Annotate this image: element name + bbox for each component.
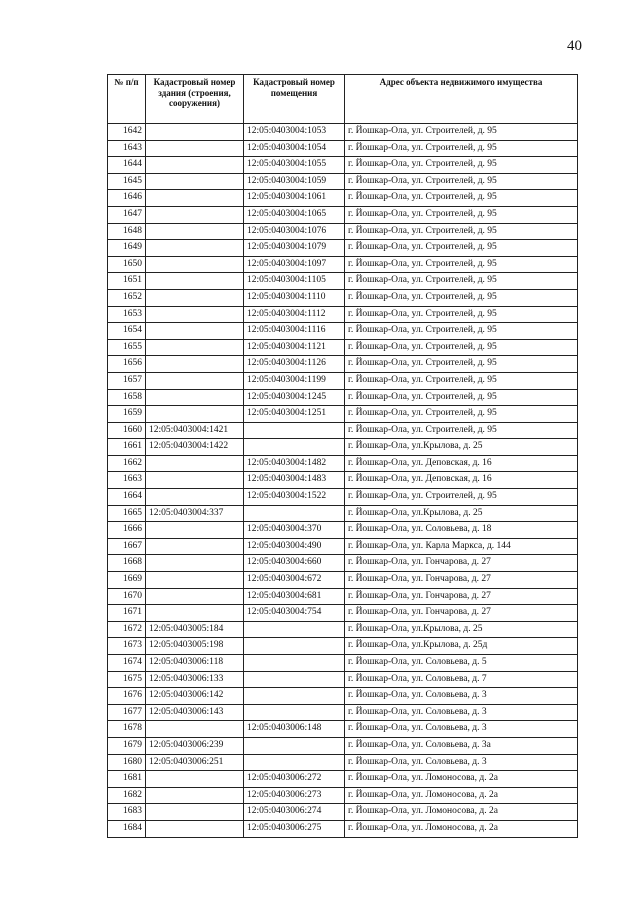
row-number-cell: 1643 [108, 140, 146, 157]
building-cadastral-cell [146, 256, 244, 273]
room-cadastral-cell [244, 688, 345, 705]
address-cell: г. Йошкар-Ола, ул. Соловьева, д. 7 [345, 671, 578, 688]
building-cadastral-cell [146, 173, 244, 190]
room-cadastral-cell: 12:05:0403004:1053 [244, 124, 345, 141]
row-number-cell: 1651 [108, 273, 146, 290]
address-cell: г. Йошкар-Ола, ул. Строителей, д. 95 [345, 157, 578, 174]
room-cadastral-cell: 12:05:0403004:1126 [244, 356, 345, 373]
row-number-cell: 1646 [108, 190, 146, 207]
table-row [108, 356, 578, 373]
row-number-cell: 1657 [108, 372, 146, 389]
room-cadastral-cell [244, 439, 345, 456]
table-row [108, 555, 578, 572]
table-row [108, 339, 578, 356]
address-cell: г. Йошкар-Ола, ул. Строителей, д. 95 [345, 124, 578, 141]
row-number-cell: 1644 [108, 157, 146, 174]
building-cadastral-cell [146, 206, 244, 223]
table-row [108, 124, 578, 141]
building-cadastral-cell [146, 323, 244, 340]
address-cell: г. Йошкар-Ола, ул. Гончарова, д. 27 [345, 588, 578, 605]
table-row [108, 157, 578, 174]
row-number-cell: 1678 [108, 721, 146, 738]
building-cadastral-cell [146, 124, 244, 141]
row-number-cell: 1676 [108, 688, 146, 705]
table-row [108, 489, 578, 506]
header-row [108, 75, 578, 124]
building-cadastral-cell: 12:05:0403006:251 [146, 754, 244, 771]
building-cadastral-cell [146, 240, 244, 257]
room-cadastral-cell [244, 638, 345, 655]
address-cell: г. Йошкар-Ола, ул. Строителей, д. 95 [345, 206, 578, 223]
table-row [108, 140, 578, 157]
building-cadastral-cell [146, 555, 244, 572]
room-cadastral-cell: 12:05:0403006:148 [244, 721, 345, 738]
row-number-cell: 1666 [108, 522, 146, 539]
row-number-cell: 1656 [108, 356, 146, 373]
room-cadastral-cell: 12:05:0403004:1079 [244, 240, 345, 257]
table-row [108, 704, 578, 721]
address-cell: г. Йошкар-Ола, ул. Строителей, д. 95 [345, 173, 578, 190]
row-number-cell: 1652 [108, 289, 146, 306]
room-cadastral-cell: 12:05:0403004:1251 [244, 406, 345, 423]
building-cadastral-cell: 12:05:0403006:143 [146, 704, 244, 721]
building-cadastral-cell [146, 140, 244, 157]
address-cell: г. Йошкар-Ола, ул. Соловьева, д. 5 [345, 655, 578, 672]
row-number-cell: 1673 [108, 638, 146, 655]
table-row [108, 206, 578, 223]
address-cell: г. Йошкар-Ола, ул. Строителей, д. 95 [345, 339, 578, 356]
address-cell: г. Йошкар-Ола, ул. Гончарова, д. 27 [345, 605, 578, 622]
building-cadastral-cell [146, 339, 244, 356]
row-number-cell: 1681 [108, 771, 146, 788]
table-row [108, 787, 578, 804]
room-cadastral-cell [244, 737, 345, 754]
row-number-cell: 1654 [108, 323, 146, 340]
room-cadastral-cell: 12:05:0403004:1522 [244, 489, 345, 506]
room-cadastral-cell: 12:05:0403004:1105 [244, 273, 345, 290]
header-row-number: № п/п [108, 75, 146, 124]
row-number-cell: 1683 [108, 804, 146, 821]
address-cell: г. Йошкар-Ола, ул. Деповская, д. 16 [345, 455, 578, 472]
building-cadastral-cell [146, 455, 244, 472]
room-cadastral-cell: 12:05:0403004:1076 [244, 223, 345, 240]
building-cadastral-cell [146, 190, 244, 207]
building-cadastral-cell [146, 356, 244, 373]
row-number-cell: 1660 [108, 422, 146, 439]
address-cell: г. Йошкар-Ола, ул.Крылова, д. 25 [345, 439, 578, 456]
room-cadastral-cell [244, 704, 345, 721]
building-cadastral-cell [146, 820, 244, 837]
row-number-cell: 1670 [108, 588, 146, 605]
room-cadastral-cell: 12:05:0403004:660 [244, 555, 345, 572]
address-cell: г. Йошкар-Ола, ул. Строителей, д. 95 [345, 306, 578, 323]
room-cadastral-cell: 12:05:0403004:681 [244, 588, 345, 605]
room-cadastral-cell: 12:05:0403006:273 [244, 787, 345, 804]
building-cadastral-cell [146, 787, 244, 804]
row-number-cell: 1663 [108, 472, 146, 489]
room-cadastral-cell: 12:05:0403004:1199 [244, 372, 345, 389]
row-number-cell: 1682 [108, 787, 146, 804]
row-number-cell: 1647 [108, 206, 146, 223]
table-row [108, 372, 578, 389]
header-building-cadastral: Кадастровый номер здания (строения, сооружения) [146, 75, 244, 124]
table-row [108, 389, 578, 406]
table-row [108, 538, 578, 555]
table-row [108, 190, 578, 207]
address-cell: г. Йошкар-Ола, ул. Строителей, д. 95 [345, 256, 578, 273]
address-cell: г. Йошкар-Ола, ул. Карла Маркса, д. 144 [345, 538, 578, 555]
row-number-cell: 1675 [108, 671, 146, 688]
table-row [108, 820, 578, 837]
address-cell: г. Йошкар-Ола, ул.Крылова, д. 25 [345, 505, 578, 522]
building-cadastral-cell: 12:05:0403006:239 [146, 737, 244, 754]
table-row [108, 605, 578, 622]
room-cadastral-cell: 12:05:0403004:1055 [244, 157, 345, 174]
building-cadastral-cell [146, 472, 244, 489]
building-cadastral-cell [146, 289, 244, 306]
address-cell: г. Йошкар-Ола, ул. Соловьева, д. 3 [345, 688, 578, 705]
row-number-cell: 1671 [108, 605, 146, 622]
room-cadastral-cell: 12:05:0403004:1097 [244, 256, 345, 273]
table-row [108, 289, 578, 306]
address-cell: г. Йошкар-Ола, ул. Строителей, д. 95 [345, 240, 578, 257]
row-number-cell: 1684 [108, 820, 146, 837]
room-cadastral-cell [244, 655, 345, 672]
room-cadastral-cell: 12:05:0403004:1112 [244, 306, 345, 323]
address-cell: г. Йошкар-Ола, ул. Строителей, д. 95 [345, 289, 578, 306]
table-row [108, 406, 578, 423]
room-cadastral-cell: 12:05:0403004:1483 [244, 472, 345, 489]
building-cadastral-cell: 12:05:0403006:133 [146, 671, 244, 688]
address-cell: г. Йошкар-Ола, ул. Ломоносова, д. 2а [345, 771, 578, 788]
address-cell: г. Йошкар-Ола, ул. Гончарова, д. 27 [345, 572, 578, 589]
table-row [108, 737, 578, 754]
property-register-table [107, 74, 578, 838]
room-cadastral-cell: 12:05:0403006:272 [244, 771, 345, 788]
building-cadastral-cell [146, 223, 244, 240]
building-cadastral-cell: 12:05:0403006:118 [146, 655, 244, 672]
table-row [108, 472, 578, 489]
table-row [108, 572, 578, 589]
row-number-cell: 1661 [108, 439, 146, 456]
table-row [108, 455, 578, 472]
table-row [108, 721, 578, 738]
row-number-cell: 1649 [108, 240, 146, 257]
room-cadastral-cell [244, 422, 345, 439]
row-number-cell: 1665 [108, 505, 146, 522]
room-cadastral-cell [244, 505, 345, 522]
row-number-cell: 1672 [108, 621, 146, 638]
address-cell: г. Йошкар-Ола, ул. Строителей, д. 95 [345, 140, 578, 157]
room-cadastral-cell: 12:05:0403006:275 [244, 820, 345, 837]
room-cadastral-cell: 12:05:0403004:754 [244, 605, 345, 622]
address-cell: г. Йошкар-Ола, ул.Крылова, д. 25д [345, 638, 578, 655]
address-cell: г. Йошкар-Ола, ул. Строителей, д. 95 [345, 273, 578, 290]
building-cadastral-cell: 12:05:0403005:184 [146, 621, 244, 638]
building-cadastral-cell [146, 306, 244, 323]
building-cadastral-cell [146, 406, 244, 423]
row-number-cell: 1659 [108, 406, 146, 423]
row-number-cell: 1669 [108, 572, 146, 589]
building-cadastral-cell [146, 572, 244, 589]
building-cadastral-cell: 12:05:0403005:198 [146, 638, 244, 655]
header-room-cadastral: Кадастровый номер помещения [244, 75, 345, 124]
table-row [108, 306, 578, 323]
table-row [108, 621, 578, 638]
table-row [108, 240, 578, 257]
row-number-cell: 1658 [108, 389, 146, 406]
address-cell: г. Йошкар-Ола, ул. Строителей, д. 95 [345, 323, 578, 340]
address-cell: г. Йошкар-Ола, ул. Гончарова, д. 27 [345, 555, 578, 572]
table-row [108, 522, 578, 539]
building-cadastral-cell [146, 721, 244, 738]
table-row [108, 323, 578, 340]
table-row [108, 256, 578, 273]
table-body [108, 124, 578, 838]
address-cell: г. Йошкар-Ола, ул.Крылова, д. 25 [345, 621, 578, 638]
room-cadastral-cell: 12:05:0403004:1054 [244, 140, 345, 157]
table-row [108, 688, 578, 705]
room-cadastral-cell [244, 754, 345, 771]
table-row [108, 588, 578, 605]
room-cadastral-cell: 12:05:0403004:1116 [244, 323, 345, 340]
room-cadastral-cell: 12:05:0403006:274 [244, 804, 345, 821]
header-address: Адрес объекта недвижимого имущества [345, 75, 578, 124]
building-cadastral-cell [146, 588, 244, 605]
table-row [108, 754, 578, 771]
table-row [108, 422, 578, 439]
address-cell: г. Йошкар-Ола, ул. Соловьева, д. 3 [345, 754, 578, 771]
room-cadastral-cell: 12:05:0403004:1121 [244, 339, 345, 356]
table-row [108, 439, 578, 456]
building-cadastral-cell [146, 804, 244, 821]
row-number-cell: 1677 [108, 704, 146, 721]
row-number-cell: 1667 [108, 538, 146, 555]
building-cadastral-cell: 12:05:0403004:1422 [146, 439, 244, 456]
building-cadastral-cell: 12:05:0403006:142 [146, 688, 244, 705]
address-cell: г. Йошкар-Ола, ул. Ломоносова, д. 2а [345, 820, 578, 837]
row-number-cell: 1655 [108, 339, 146, 356]
address-cell: г. Йошкар-Ола, ул. Ломоносова, д. 2а [345, 787, 578, 804]
building-cadastral-cell [146, 273, 244, 290]
table-row [108, 638, 578, 655]
room-cadastral-cell: 12:05:0403004:1245 [244, 389, 345, 406]
room-cadastral-cell: 12:05:0403004:672 [244, 572, 345, 589]
row-number-cell: 1650 [108, 256, 146, 273]
row-number-cell: 1668 [108, 555, 146, 572]
room-cadastral-cell [244, 621, 345, 638]
table-row [108, 505, 578, 522]
address-cell: г. Йошкар-Ола, ул. Строителей, д. 95 [345, 356, 578, 373]
address-cell: г. Йошкар-Ола, ул. Ломоносова, д. 2а [345, 804, 578, 821]
row-number-cell: 1679 [108, 737, 146, 754]
row-number-cell: 1648 [108, 223, 146, 240]
address-cell: г. Йошкар-Ола, ул. Строителей, д. 95 [345, 372, 578, 389]
building-cadastral-cell [146, 389, 244, 406]
room-cadastral-cell: 12:05:0403004:1110 [244, 289, 345, 306]
table-row [108, 223, 578, 240]
room-cadastral-cell: 12:05:0403004:1482 [244, 455, 345, 472]
room-cadastral-cell: 12:05:0403004:1059 [244, 173, 345, 190]
address-cell: г. Йошкар-Ола, ул. Соловьева, д. 3а [345, 737, 578, 754]
address-cell: г. Йошкар-Ола, ул. Соловьева, д. 3 [345, 721, 578, 738]
address-cell: г. Йошкар-Ола, ул. Строителей, д. 95 [345, 422, 578, 439]
building-cadastral-cell [146, 489, 244, 506]
building-cadastral-cell: 12:05:0403004:1421 [146, 422, 244, 439]
room-cadastral-cell: 12:05:0403004:490 [244, 538, 345, 555]
row-number-cell: 1680 [108, 754, 146, 771]
room-cadastral-cell: 12:05:0403004:1065 [244, 206, 345, 223]
address-cell: г. Йошкар-Ола, ул. Строителей, д. 95 [345, 406, 578, 423]
room-cadastral-cell: 12:05:0403004:1061 [244, 190, 345, 207]
address-cell: г. Йошкар-Ола, ул. Строителей, д. 95 [345, 389, 578, 406]
address-cell: г. Йошкар-Ола, ул. Деповская, д. 16 [345, 472, 578, 489]
building-cadastral-cell [146, 372, 244, 389]
address-cell: г. Йошкар-Ола, ул. Соловьева, д. 3 [345, 704, 578, 721]
page-number: 40 [567, 38, 582, 54]
table-header [108, 75, 578, 124]
table-row [108, 771, 578, 788]
row-number-cell: 1653 [108, 306, 146, 323]
table-row [108, 671, 578, 688]
table-row [108, 804, 578, 821]
building-cadastral-cell [146, 538, 244, 555]
address-cell: г. Йошкар-Ола, ул. Строителей, д. 95 [345, 190, 578, 207]
address-cell: г. Йошкар-Ола, ул. Строителей, д. 95 [345, 223, 578, 240]
building-cadastral-cell [146, 771, 244, 788]
room-cadastral-cell: 12:05:0403004:370 [244, 522, 345, 539]
address-cell: г. Йошкар-Ола, ул. Строителей, д. 95 [345, 489, 578, 506]
row-number-cell: 1645 [108, 173, 146, 190]
row-number-cell: 1664 [108, 489, 146, 506]
room-cadastral-cell [244, 671, 345, 688]
building-cadastral-cell [146, 522, 244, 539]
table-row [108, 655, 578, 672]
building-cadastral-cell [146, 605, 244, 622]
building-cadastral-cell: 12:05:0403004:337 [146, 505, 244, 522]
row-number-cell: 1662 [108, 455, 146, 472]
table-row [108, 273, 578, 290]
building-cadastral-cell [146, 157, 244, 174]
table-row [108, 173, 578, 190]
row-number-cell: 1642 [108, 124, 146, 141]
address-cell: г. Йошкар-Ола, ул. Соловьева, д. 18 [345, 522, 578, 539]
row-number-cell: 1674 [108, 655, 146, 672]
